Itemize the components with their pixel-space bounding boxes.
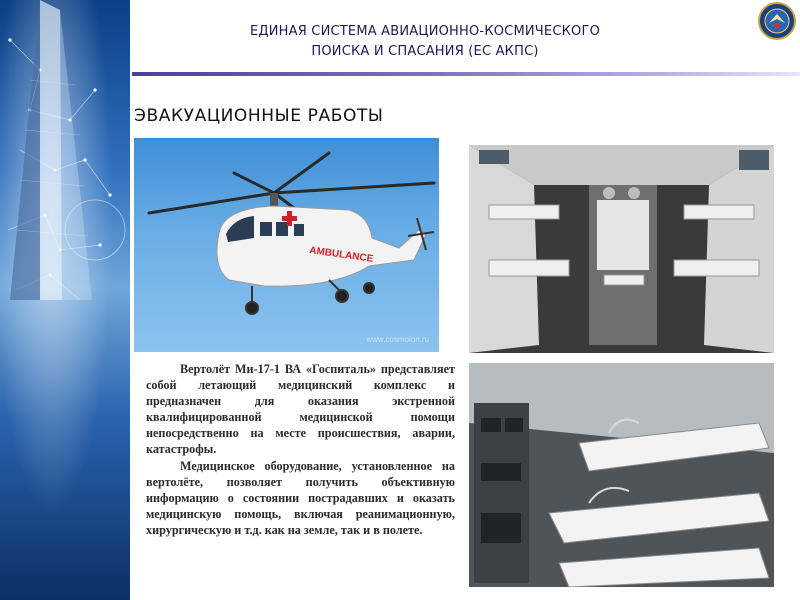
description-paragraph-1: Вертолёт Ми-17-1 ВА «Госпиталь» представляет собой летающий медицинский комплекс и предназначен для оказания экстренной квалифицированной медицинской помощи непосредственно на месте происшествия, аварии, катастрофы. [146,362,455,457]
header-title-line1: ЕДИНАЯ СИСТЕМА АВИАЦИОННО-КОСМИЧЕСКОГО [249,24,601,39]
header-divider [132,72,800,76]
section-title: ЭВАКУАЦИОННЫЕ РАБОТЫ [134,106,384,126]
side-decoration [0,0,130,600]
emblem-seal-icon [758,2,796,40]
description-text [146,361,455,538]
header-title-line2: ПОИСКА И СПАСАНИЯ (ЕС АКПС) [311,44,539,59]
header [210,22,640,62]
cabin-interior-photo [469,145,774,353]
glass-tower-graphic [0,0,92,300]
helicopter-photo [134,138,439,352]
cabin-interior-illustration [469,145,774,353]
helicopter-illustration [134,138,439,352]
stretcher-racks-illustration [469,363,774,587]
description-paragraph-2: Медицинское оборудование, установленное на вертолёте, позволяет получить объективную информацию о состоянии пострадавших и оказать медицинскую помощь, включая реанимационную, хирургическую и т.д. как на земле, так и в полете. [146,458,455,537]
photo-watermark: www.cosmoion.ru [366,335,429,344]
ambulance-lettering: AMBULANCE [308,245,374,265]
stretcher-racks-photo [469,363,774,587]
